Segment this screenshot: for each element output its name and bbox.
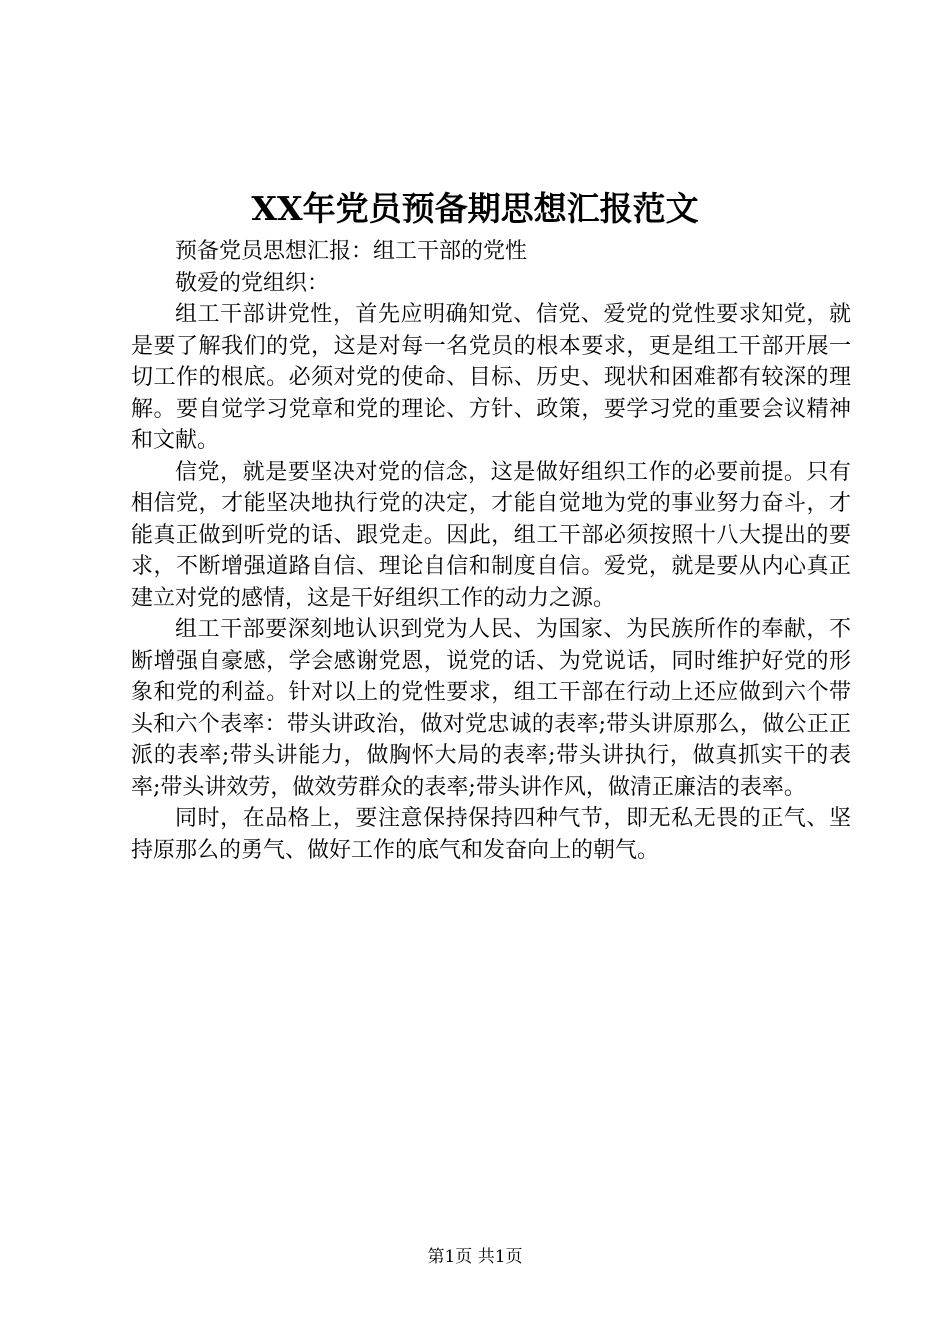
document-body: [131, 236, 851, 866]
document-title: XX年党员预备期思想汇报范文: [251, 189, 699, 228]
body-paragraph: 同时，在品格上，要注意保持保持四种气节，即无私无畏的正气、坚持原那么的勇气、做好工作的底气和发奋向上的朝气。: [131, 806, 851, 863]
salutation-paragraph: 敬爱的党组织：: [175, 270, 330, 296]
body-paragraph: 组工干部讲党性，首先应明确知党、信党、爱党的党性要求知党，就是要了解我们的党，这是对每一名党员的根本要求，更是组工干部开展一切工作的根底。必须对党的使命、目标、历史、现状和困难都有较深的理解。要自觉学习党章和党的理论、方针、政策，要学习党的重要会议精神和文献。: [131, 302, 851, 453]
subtitle-paragraph: 预备党员思想汇报：组工干部的党性: [175, 239, 528, 264]
page-number-footer: 第1页 共1页: [427, 1247, 523, 1267]
body-paragraph: 信党，就是要坚决对党的信念，这是做好组织工作的必要前提。只有相信党，才能坚决地执行党的决定，才能自觉地为党的事业努力奋斗，才能真正做到听党的话、跟党走。因此，组工干部必须按照十八大提出的要求，不断增强道路自信、理论自信和制度自信。爱党，就是要从内心真正建立对党的感情，这是干好组织工作的动力之源。: [131, 459, 851, 611]
body-paragraph: 组工干部要深刻地认识到党为人民、为国家、为民族所作的奉献，不断增强自豪感，学会感谢党恩，说党的话、为党说话，同时维护好党的形象和党的利益。针对以上的党性要求，组工干部在行动上还应做到六个带头和六个表率：带头讲政治，做对党忠诚的表率;带头讲原那么，做公正正派的表率;带头讲能力，做胸怀大局的表率;带头讲执行，做真抓实干的表率;带头讲效劳，做效劳群众的表率;带头讲作风，做清正廉洁的表率。: [131, 617, 851, 800]
